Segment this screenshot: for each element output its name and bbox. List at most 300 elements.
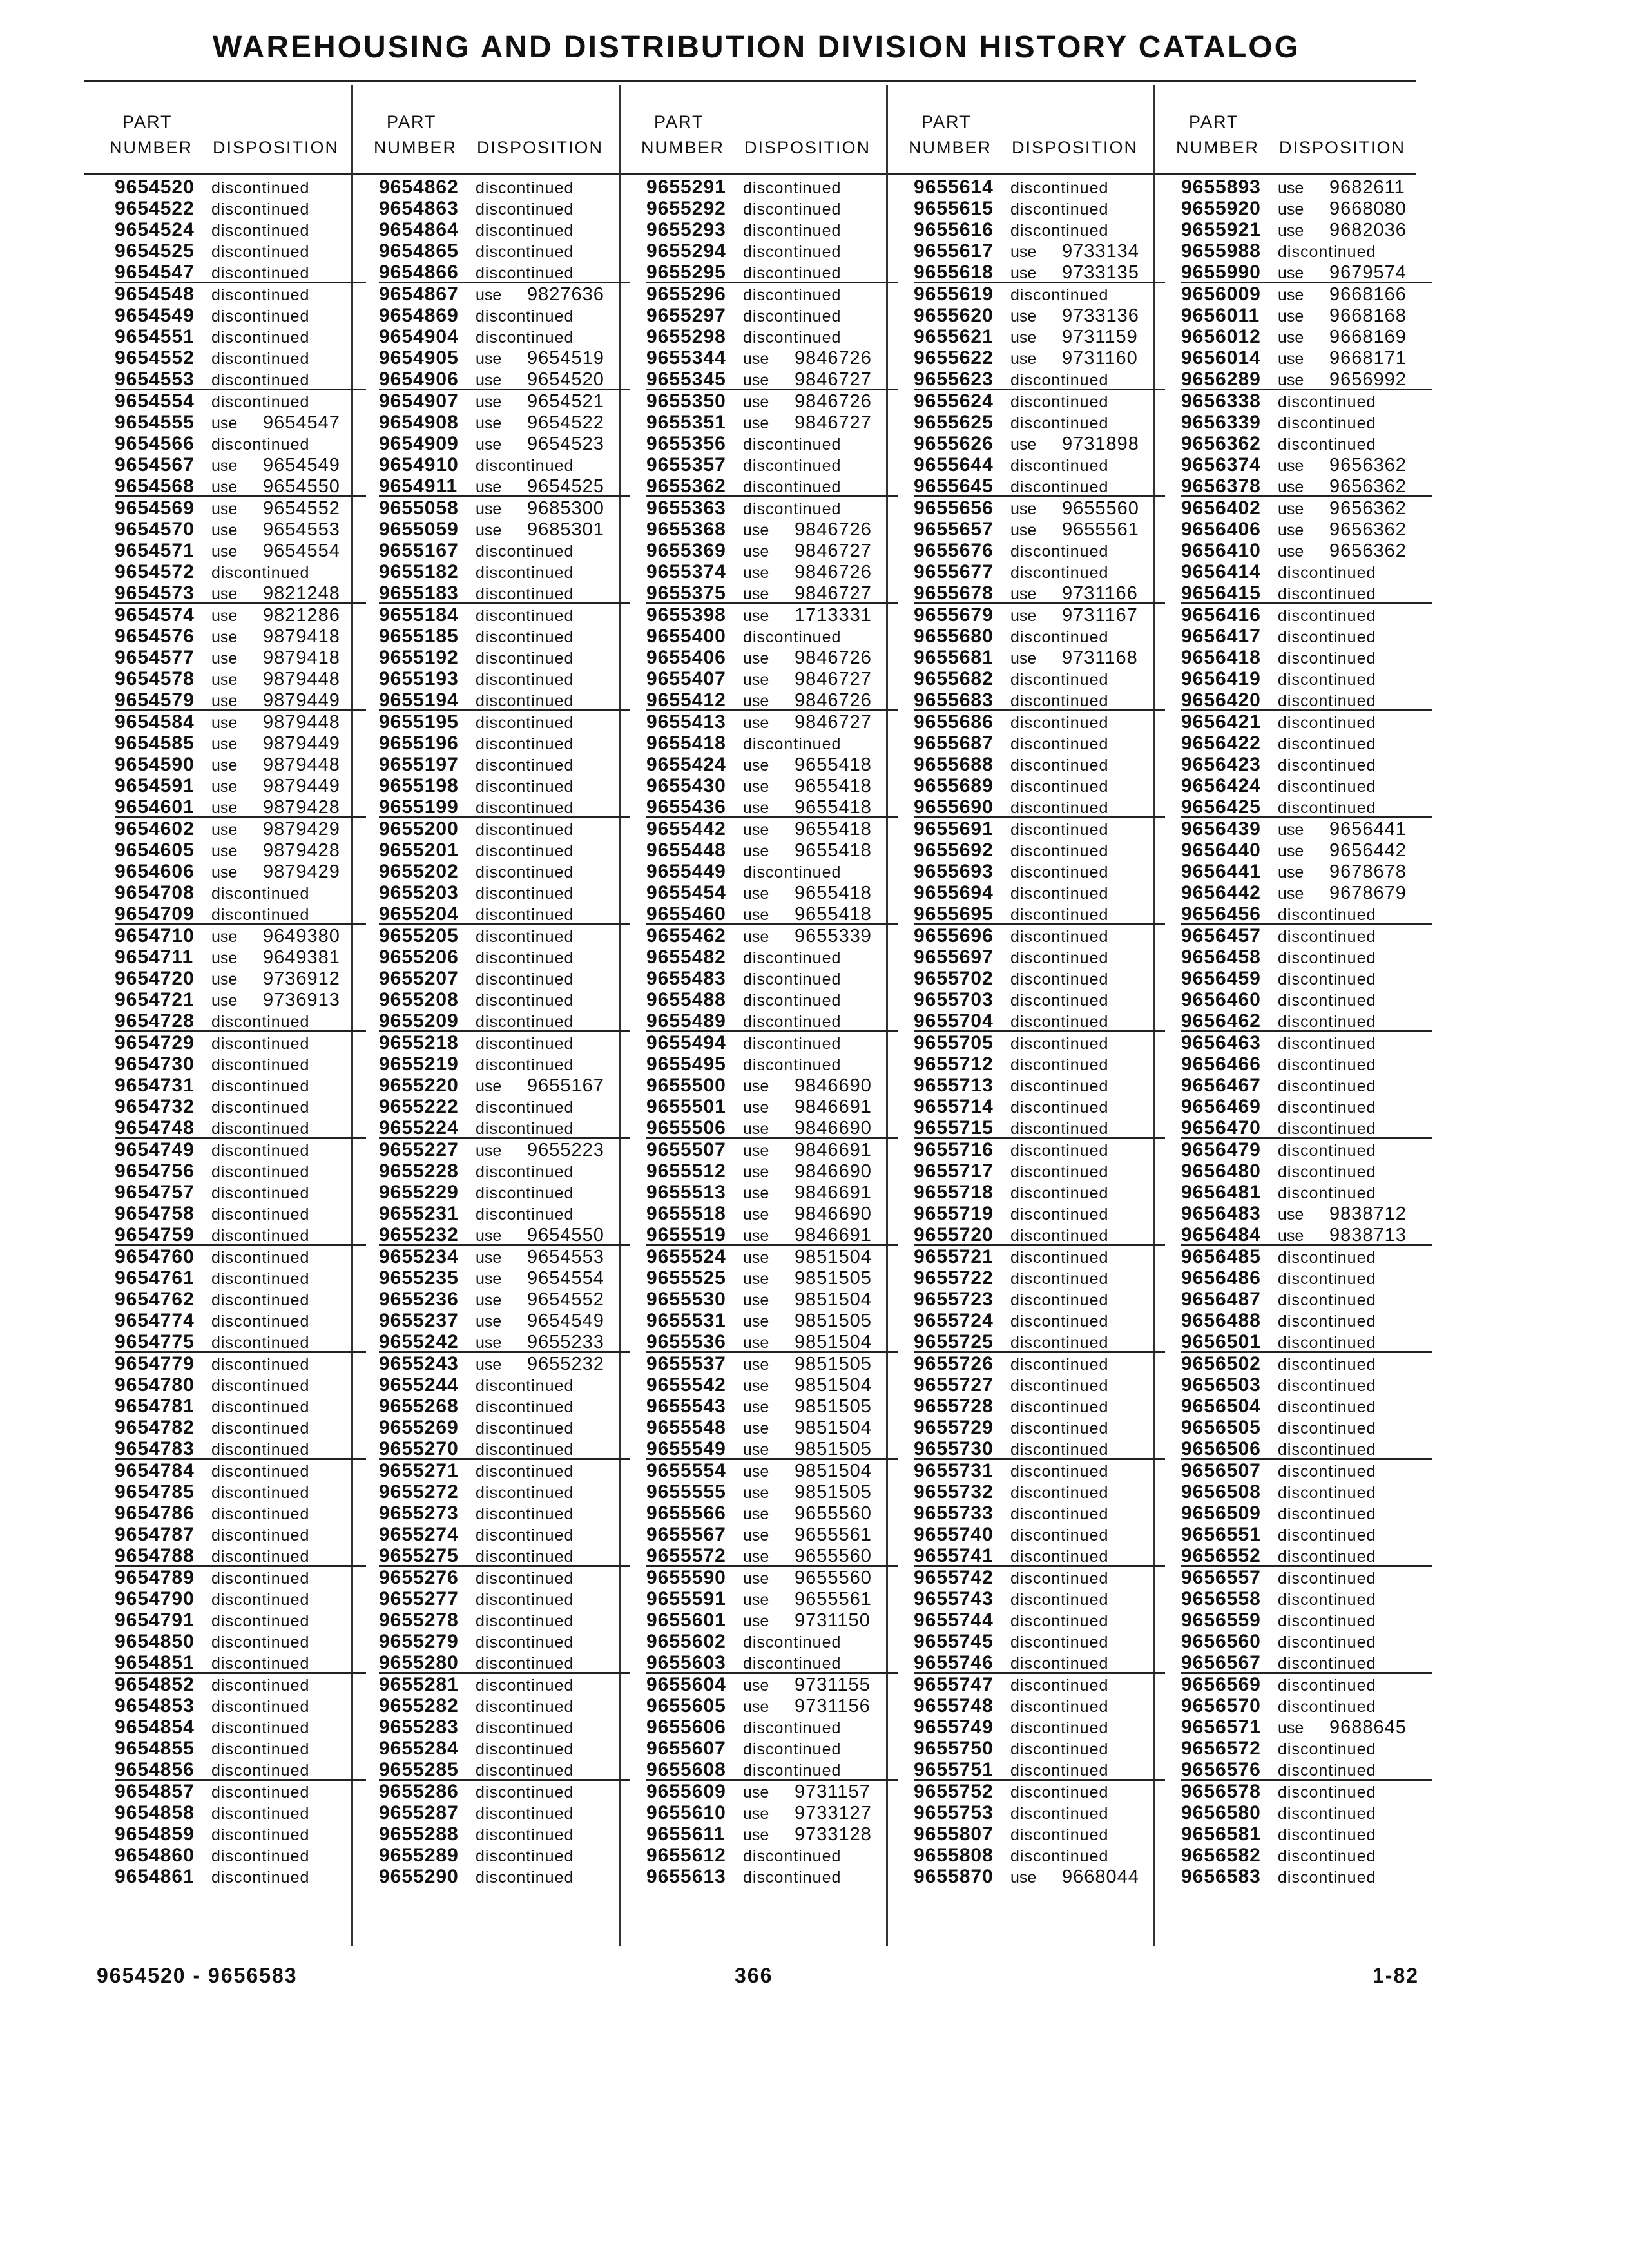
table-row <box>379 796 630 818</box>
disposition-text: use <box>211 521 238 539</box>
part-number: 9656338 <box>1181 390 1261 412</box>
part-number: 9655283 <box>379 1716 459 1738</box>
part-number: 9654759 <box>115 1224 195 1245</box>
part-number: 9654574 <box>115 604 195 626</box>
table-row <box>379 1802 630 1823</box>
disposition-text: discontinued <box>211 1377 310 1395</box>
table-row <box>379 262 630 284</box>
table-row <box>1181 284 1432 305</box>
disposition-text: discontinued <box>1278 1120 1376 1138</box>
replacement-part-number: 9851505 <box>795 1439 872 1459</box>
table-row <box>379 198 630 219</box>
part-number: 9654909 <box>379 433 459 454</box>
part-number: 9655524 <box>646 1246 726 1267</box>
table-row <box>646 1289 898 1310</box>
table-row <box>115 861 366 882</box>
table-row <box>379 1524 630 1545</box>
table-row <box>1181 412 1432 433</box>
disposition-text: discontinued <box>476 1463 574 1481</box>
disposition-text: use <box>1278 350 1304 368</box>
header-number-label: NUMBER <box>110 138 193 157</box>
replacement-part-number: 9654523 <box>527 434 604 454</box>
part-number: 9655287 <box>379 1802 459 1823</box>
disposition-text: discontinued <box>476 1633 574 1651</box>
replacement-part-number: 9846691 <box>795 1097 872 1117</box>
table-row <box>914 968 1165 989</box>
disposition-text: discontinued <box>476 735 574 753</box>
part-number: 9655692 <box>914 840 994 861</box>
catalog-column <box>1163 85 1421 1946</box>
disposition-text: discontinued <box>1278 1013 1376 1031</box>
replacement-part-number: 9649381 <box>263 947 340 968</box>
replacement-part-number: 9655418 <box>795 776 872 796</box>
part-number: 9655718 <box>914 1182 994 1203</box>
table-row <box>1181 1567 1432 1588</box>
disposition-text: discontinued <box>211 1612 310 1630</box>
disposition-text: discontinued <box>1010 799 1109 817</box>
part-number: 9655712 <box>914 1053 994 1075</box>
part-number: 9654864 <box>379 219 459 240</box>
disposition-text: use <box>1278 179 1304 197</box>
part-number: 9656483 <box>1181 1203 1261 1224</box>
disposition-text: discontinued <box>1278 1805 1376 1823</box>
disposition-text: discontinued <box>743 1719 842 1737</box>
disposition-text: discontinued <box>1010 1612 1109 1630</box>
table-row <box>1181 1652 1432 1674</box>
table-row <box>914 733 1165 754</box>
table-row <box>914 1481 1165 1503</box>
disposition-text: discontinued <box>1278 1249 1376 1267</box>
disposition-text: use <box>1278 1719 1304 1737</box>
replacement-part-number: 9851505 <box>795 1311 872 1331</box>
table-row <box>1181 1331 1432 1353</box>
disposition-text: discontinued <box>476 1591 574 1609</box>
disposition-text: discontinued <box>1278 1419 1376 1437</box>
disposition-text: discontinued <box>1010 200 1109 218</box>
table-row <box>646 582 898 604</box>
disposition-text: use <box>1278 500 1304 518</box>
table-row <box>379 840 630 861</box>
table-row <box>379 240 630 262</box>
table-row <box>1181 198 1432 219</box>
part-number: 9655693 <box>914 861 994 882</box>
disposition-text: discontinued <box>476 1099 574 1117</box>
part-number: 9655220 <box>379 1075 459 1096</box>
part-number: 9654866 <box>379 262 459 283</box>
table-row <box>379 1160 630 1182</box>
replacement-part-number: 9736913 <box>263 990 340 1010</box>
disposition-text: discontinued <box>476 885 574 903</box>
part-number: 9654573 <box>115 582 195 604</box>
disposition-text: discontinued <box>743 1633 842 1651</box>
table-row <box>379 1032 630 1053</box>
table-row <box>379 1310 630 1331</box>
table-row <box>115 240 366 262</box>
table-row <box>646 947 898 968</box>
disposition-text: discontinued <box>476 179 574 197</box>
table-row <box>646 711 898 733</box>
catalog-column <box>97 85 354 1946</box>
part-number: 9656557 <box>1181 1567 1261 1588</box>
part-number: 9655622 <box>914 347 994 369</box>
disposition-text: discontinued <box>1010 1677 1109 1695</box>
disposition-text: discontinued <box>1010 1291 1109 1309</box>
part-number: 9654908 <box>379 412 459 433</box>
table-row <box>646 1267 898 1289</box>
part-number: 9656402 <box>1181 497 1261 519</box>
part-number: 9655400 <box>646 626 726 647</box>
replacement-part-number: 9654547 <box>263 412 340 433</box>
header-number-label: NUMBER <box>374 138 458 157</box>
part-number: 9655536 <box>646 1331 726 1352</box>
table-row <box>914 1010 1165 1032</box>
disposition-text: discontinued <box>211 350 310 368</box>
disposition-text: use <box>211 649 238 668</box>
disposition-text: use <box>476 1356 502 1374</box>
part-number: 9655920 <box>1181 198 1261 219</box>
disposition-text: use <box>211 671 238 689</box>
part-number: 9655605 <box>646 1695 726 1716</box>
table-row <box>646 1224 898 1246</box>
disposition-text: use <box>1278 200 1304 218</box>
part-number: 9654731 <box>115 1075 195 1096</box>
part-number: 9654865 <box>379 240 459 262</box>
table-row <box>1181 519 1432 540</box>
replacement-part-number: 9655418 <box>795 797 872 818</box>
disposition-text: use <box>743 649 769 668</box>
table-row <box>379 1053 630 1075</box>
disposition-text: discontinued <box>211 1570 310 1588</box>
table-row <box>914 1139 1165 1160</box>
header-part-label: PART <box>921 112 972 131</box>
table-row <box>914 775 1165 796</box>
table-row <box>115 1438 366 1460</box>
table-row <box>646 433 898 454</box>
disposition-text: discontinued <box>476 992 574 1010</box>
table-row <box>379 711 630 733</box>
part-number: 9655679 <box>914 604 994 626</box>
part-number: 9655537 <box>646 1353 726 1374</box>
part-number: 9654576 <box>115 626 195 647</box>
replacement-part-number: 9731167 <box>1062 605 1138 626</box>
part-number: 9654524 <box>115 219 195 240</box>
part-number: 9656420 <box>1181 689 1261 711</box>
disposition-text: use <box>1278 286 1304 304</box>
table-row <box>646 454 898 476</box>
part-number: 9655293 <box>646 219 726 240</box>
disposition-text: discontinued <box>1278 1869 1376 1887</box>
part-number: 9655543 <box>646 1396 726 1417</box>
part-number: 9655274 <box>379 1524 459 1545</box>
replacement-part-number: 9654521 <box>527 391 604 412</box>
replacement-part-number: 9668080 <box>1329 198 1407 219</box>
disposition-text: discontinued <box>1010 928 1109 946</box>
disposition-text: discontinued <box>1010 1419 1109 1437</box>
disposition-text: discontinued <box>743 500 842 518</box>
part-number: 9655725 <box>914 1331 994 1352</box>
header-disposition-label: DISPOSITION <box>744 138 871 157</box>
replacement-part-number: 9654550 <box>263 476 340 497</box>
part-number: 9655645 <box>914 476 994 497</box>
part-number: 9655611 <box>646 1823 726 1845</box>
part-number: 9655506 <box>646 1117 726 1139</box>
part-number: 9655657 <box>914 519 994 540</box>
disposition-text: discontinued <box>1010 1762 1109 1780</box>
replacement-part-number: 9731156 <box>795 1696 871 1716</box>
part-number: 9654571 <box>115 540 195 561</box>
disposition-text: discontinued <box>1010 1698 1109 1716</box>
header-disposition-label: DISPOSITION <box>213 138 340 157</box>
part-number: 9656580 <box>1181 1802 1261 1823</box>
table-row <box>914 1053 1165 1075</box>
table-row <box>379 754 630 775</box>
part-number: 9655747 <box>914 1674 994 1695</box>
table-row <box>115 1631 366 1652</box>
table-row <box>646 1053 898 1075</box>
part-number: 9655695 <box>914 903 994 925</box>
table-row <box>914 1866 1165 1887</box>
replacement-part-number: 9851504 <box>795 1418 872 1438</box>
disposition-text: discontinued <box>1010 1633 1109 1651</box>
part-number: 9656486 <box>1181 1267 1261 1289</box>
disposition-text: discontinued <box>1010 821 1109 839</box>
table-row <box>1181 989 1432 1010</box>
part-number: 9654605 <box>115 840 195 861</box>
part-number: 9655279 <box>379 1631 459 1652</box>
part-number: 9655206 <box>379 947 459 968</box>
part-number: 9655677 <box>914 561 994 582</box>
replacement-part-number: 9846727 <box>795 412 872 433</box>
part-number: 9656440 <box>1181 840 1261 861</box>
part-number: 9655607 <box>646 1738 726 1759</box>
disposition-text: discontinued <box>1010 1142 1109 1160</box>
table-row <box>914 305 1165 326</box>
part-number: 9654749 <box>115 1139 195 1160</box>
table-row <box>115 1524 366 1545</box>
table-row <box>115 305 366 326</box>
table-row <box>1181 1246 1432 1267</box>
replacement-part-number: 9851505 <box>795 1396 872 1417</box>
table-row <box>914 476 1165 497</box>
part-number: 9655730 <box>914 1438 994 1459</box>
table-row <box>379 689 630 711</box>
disposition-text: use <box>743 692 769 710</box>
part-number: 9655625 <box>914 412 994 433</box>
table-row <box>914 561 1165 582</box>
disposition-text: use <box>743 1441 769 1459</box>
table-row <box>1181 240 1432 262</box>
disposition-text: discontinued <box>211 564 310 582</box>
table-row <box>646 1481 898 1503</box>
replacement-part-number: 9656362 <box>1329 498 1407 519</box>
replacement-part-number: 9655560 <box>795 1546 872 1566</box>
part-number: 9656480 <box>1181 1160 1261 1182</box>
table-row <box>1181 947 1432 968</box>
catalog-column <box>896 85 1153 1946</box>
part-number: 9655167 <box>379 540 459 561</box>
part-number: 9654785 <box>115 1481 195 1503</box>
table-row <box>379 1267 630 1289</box>
table-row <box>1181 818 1432 840</box>
part-number: 9655604 <box>646 1674 726 1695</box>
disposition-text: discontinued <box>1278 1826 1376 1844</box>
part-number: 9654774 <box>115 1310 195 1331</box>
disposition-text: use <box>743 1099 769 1117</box>
table-row <box>115 1010 366 1032</box>
part-number: 9654852 <box>115 1674 195 1695</box>
replacement-part-number: 9846727 <box>795 669 872 689</box>
part-number: 9655351 <box>646 412 726 433</box>
table-row <box>1181 668 1432 689</box>
disposition-text: discontinued <box>743 222 842 240</box>
part-number: 9655449 <box>646 861 726 882</box>
part-number: 9654910 <box>379 454 459 476</box>
part-number: 9654591 <box>115 775 195 796</box>
part-number: 9655282 <box>379 1695 459 1716</box>
disposition-text: use <box>211 500 238 518</box>
table-row <box>115 840 366 861</box>
disposition-text: use <box>743 1484 769 1502</box>
table-row <box>914 1331 1165 1353</box>
table-row <box>115 1289 366 1310</box>
part-number: 9655615 <box>914 198 994 219</box>
disposition-text: discontinued <box>476 243 574 261</box>
table-row <box>379 1417 630 1438</box>
part-number: 9655590 <box>646 1567 726 1588</box>
part-number: 9656415 <box>1181 582 1261 604</box>
replacement-part-number: 9879448 <box>263 669 340 689</box>
footer-range: 9654520 - 9656583 <box>97 1964 298 1987</box>
catalog-rows <box>914 177 1165 1887</box>
replacement-part-number: 9654549 <box>527 1311 604 1331</box>
header-number-label: NUMBER <box>1176 138 1260 157</box>
disposition-text: discontinued <box>476 799 574 817</box>
part-number: 9655289 <box>379 1845 459 1866</box>
disposition-text: use <box>743 1612 769 1630</box>
disposition-text: use <box>1278 543 1304 561</box>
part-number: 9655200 <box>379 818 459 840</box>
part-number: 9655750 <box>914 1738 994 1759</box>
disposition-text: use <box>476 1334 502 1352</box>
part-number: 9654863 <box>379 198 459 219</box>
part-number: 9654786 <box>115 1503 195 1524</box>
table-row <box>115 1331 366 1353</box>
part-number: 9655362 <box>646 476 726 497</box>
table-row <box>115 454 366 476</box>
part-number: 9656289 <box>1181 369 1261 390</box>
disposition-text: discontinued <box>1278 393 1376 411</box>
replacement-part-number: 9682036 <box>1329 220 1407 240</box>
disposition-text: use <box>1010 500 1037 518</box>
disposition-text: discontinued <box>1278 1356 1376 1374</box>
table-row <box>115 796 366 818</box>
table-row <box>1181 968 1432 989</box>
disposition-text: discontinued <box>1010 222 1109 240</box>
part-number: 9654711 <box>115 947 194 968</box>
disposition-text: discontinued <box>476 1698 574 1716</box>
disposition-text: discontinued <box>1278 1698 1376 1716</box>
part-number: 9655518 <box>646 1203 726 1224</box>
table-row <box>1181 775 1432 796</box>
table-row <box>379 497 630 519</box>
disposition-text: discontinued <box>1010 1463 1109 1481</box>
part-number: 9655229 <box>379 1182 459 1203</box>
part-number: 9654756 <box>115 1160 195 1182</box>
table-row <box>115 1246 366 1267</box>
table-row <box>646 262 898 284</box>
table-row <box>646 1567 898 1588</box>
disposition-text: discontinued <box>476 628 574 646</box>
part-number: 9655704 <box>914 1010 994 1032</box>
disposition-text: discontinued <box>1278 1505 1376 1523</box>
part-number: 9656378 <box>1181 476 1261 497</box>
table-row <box>646 1652 898 1674</box>
disposition-text: use <box>743 1120 769 1138</box>
part-number: 9655751 <box>914 1759 994 1780</box>
replacement-part-number: 9688645 <box>1329 1717 1407 1738</box>
table-row <box>914 754 1165 775</box>
table-row <box>914 1652 1165 1674</box>
part-number: 9655548 <box>646 1417 726 1438</box>
replacement-part-number: 9655223 <box>527 1140 604 1160</box>
replacement-part-number: 9656362 <box>1329 455 1407 476</box>
disposition-text: discontinued <box>1010 478 1109 496</box>
disposition-text: discontinued <box>211 885 310 903</box>
table-row <box>914 840 1165 861</box>
part-number: 9654760 <box>115 1246 195 1267</box>
part-number: 9655192 <box>379 647 459 668</box>
header-part-label: PART <box>1189 112 1239 131</box>
part-number: 9654788 <box>115 1545 195 1566</box>
table-row <box>1181 1503 1432 1524</box>
table-row <box>379 1139 630 1160</box>
table-row <box>115 1075 366 1096</box>
table-row <box>914 433 1165 454</box>
disposition-text: use <box>743 1805 769 1823</box>
table-row <box>646 1139 898 1160</box>
part-number: 9654525 <box>115 240 195 262</box>
replacement-part-number: 9731166 <box>1062 583 1138 604</box>
part-number: 9656479 <box>1181 1139 1261 1160</box>
part-number: 9654869 <box>379 305 459 326</box>
disposition-text: discontinued <box>1278 1184 1376 1202</box>
part-number: 9655656 <box>914 497 994 519</box>
table-row <box>115 582 366 604</box>
part-number: 9655601 <box>646 1610 726 1631</box>
part-number: 9655612 <box>646 1845 726 1866</box>
disposition-text: discontinued <box>211 264 310 282</box>
replacement-part-number: 9682611 <box>1329 177 1405 198</box>
disposition-text: use <box>476 1249 502 1267</box>
part-number: 9655398 <box>646 604 726 626</box>
disposition-text: discontinued <box>743 992 842 1010</box>
disposition-text: discontinued <box>1010 1077 1109 1095</box>
header-number-label: NUMBER <box>641 138 725 157</box>
table-row <box>115 1545 366 1567</box>
disposition-text: discontinued <box>476 1612 574 1630</box>
disposition-text: use <box>743 1163 769 1181</box>
table-row <box>914 1032 1165 1053</box>
table-row <box>1181 582 1432 604</box>
table-row <box>115 733 366 754</box>
table-row <box>1181 711 1432 733</box>
table-row <box>646 1117 898 1139</box>
part-number: 9655228 <box>379 1160 459 1182</box>
part-number: 9655222 <box>379 1096 459 1117</box>
table-row <box>914 882 1165 903</box>
table-row <box>1181 1845 1432 1866</box>
part-number: 9655746 <box>914 1652 994 1673</box>
